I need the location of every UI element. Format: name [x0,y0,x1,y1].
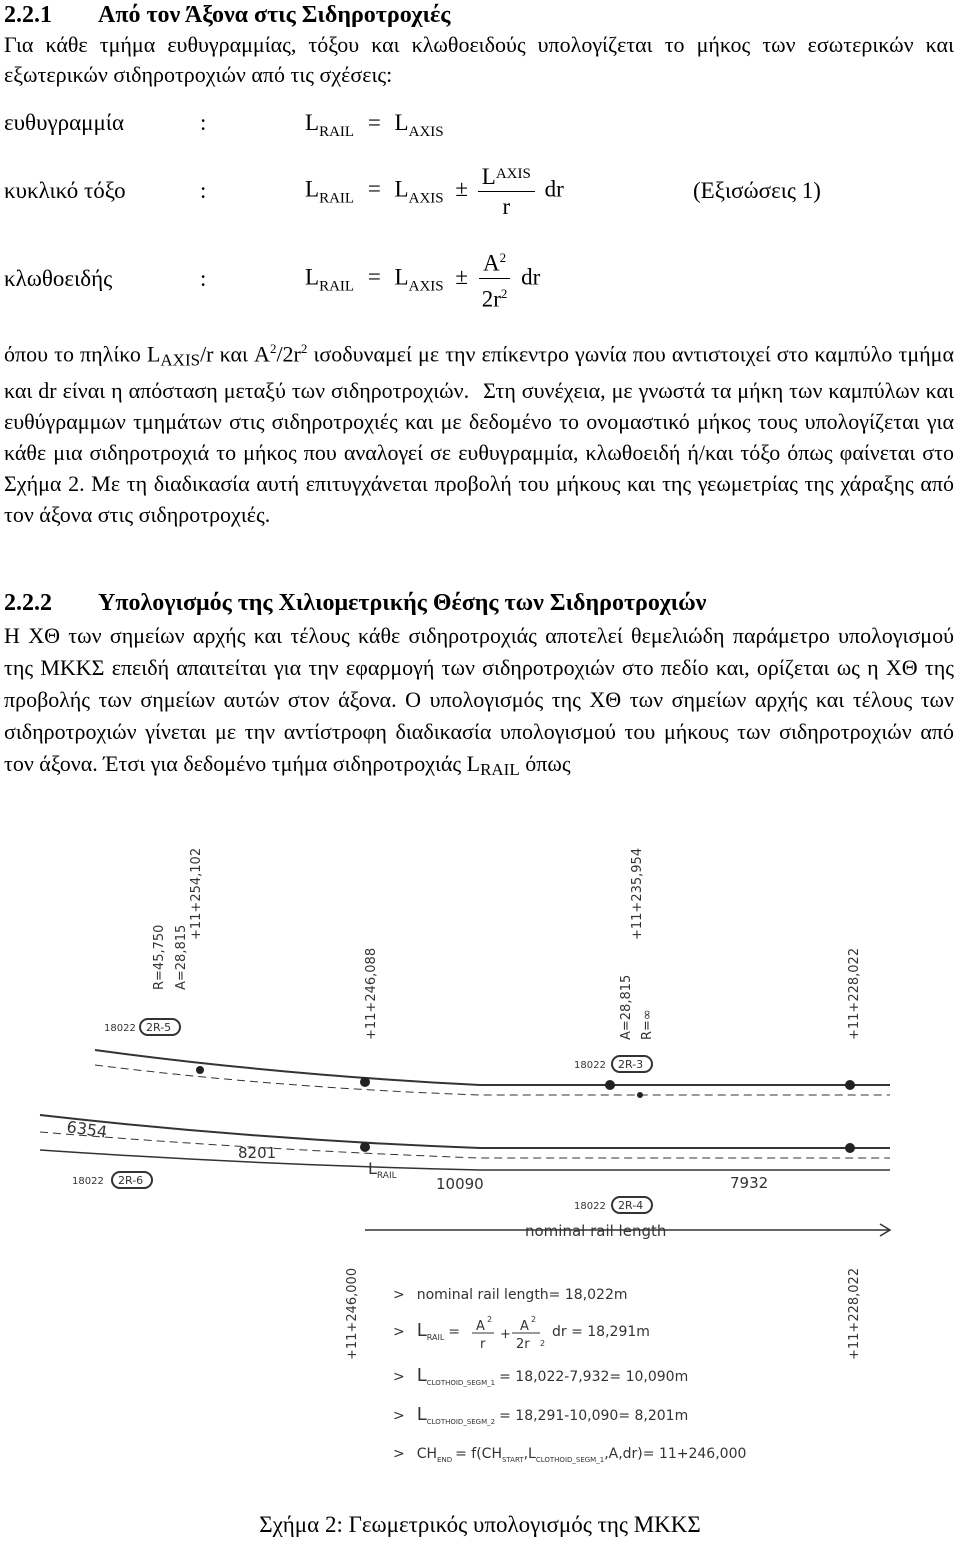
station-label: +11+254,102 [189,847,204,940]
tag-label: 2R-3 [618,1058,644,1071]
eq-colon: : [200,178,207,203]
nominal-label: nominal rail length [525,1222,667,1240]
rail-joint-marker [360,1142,370,1152]
figure-drawing [0,820,960,1500]
rail-joint-marker [196,1066,204,1074]
sup-2: 2 [499,250,507,265]
para1-a: όπου το πηλίκο L [4,341,161,367]
sym-dr: dr [544,176,564,202]
sym-L: L [394,264,409,290]
sup-2: 2 [300,341,308,356]
sub-rail: RAIL [319,124,355,140]
sym-pm: ± [455,264,468,290]
para3-body: Η ΧΘ των σημείων αρχής και τέλους κάθε σιδηροτροχιάς αποτελεί θεμελιώδη παράμετρο υπολογισμού της ΜΚΚΣ επειδή απαιτείται για την εφαρμογή των σιδηροτροχιών στο πεδίο και, ορίζεται ως η ΧΘ της προβολής των σημείων αυτών στον άξονα. Ο υπολογισμός της ΧΘ των σημείων αρχής και τέλους των σιδηροτροχιών γίνεται με την αντίστροφη διαδικασία υπολογισμού του μήκους των σιδηροτροχιών από τον άξονα. Έτσι για δεδομένο τμήμα σιδηροτροχιάς L [4,623,954,776]
eq-colon: : [200,110,207,135]
sym-L: L [305,264,320,290]
calc-line-3: > $L_{CLOTHOID\_SEGM\_1} = 18,022-7,932= 10,090m$ [393,1365,689,1387]
frac-arc [478,160,535,222]
axis-dashed-2 [40,1132,890,1158]
calc-line-4: > $L_{CLOTHOID\_SEGM\_2} = 18,291-10,090= 8,201m$ [393,1404,689,1426]
section-number: 2.2.2 [4,590,52,616]
intro-text: Για κάθε τμήμα ευθυγραμμίας, τόξου και κλωθοειδούς υπολογίζεται το μήκος των εσωτερικών και εξωτερικών σιδηροτροχιών από τις σχέσεις: [4,32,954,87]
length-label: 8201 [238,1144,277,1162]
tag-label: 2R-4 [618,1199,644,1212]
eq-line-label: ευθυγραμμία [4,110,125,135]
sym-L: L [305,110,320,135]
param-label: A=28,815 [619,974,634,1040]
rail-joint-marker [845,1143,855,1153]
para1-d: ισοδυναμεί με την επίκεντρο γωνία που αντιστοιχεί στο καμπύλο τμήμα και dr είναι η απόσταση μεταξύ των σιδηροτροχιών. [4,341,954,404]
sym-eq: = [367,176,381,202]
sym-A: A [483,250,500,276]
sym-L: L [394,110,409,135]
section-heading-2 [4,590,706,617]
axis-dashed [95,1065,890,1095]
body-paragraph-1 [4,333,954,530]
sym-L: L [394,176,409,202]
calc2-value: dr = 18,291m [552,1324,650,1340]
eq-arc-label: κυκλικό τόξο [4,178,126,203]
sup-2: 2 [500,285,508,301]
station-label: +11+228,022 [847,1267,862,1360]
tag-label: 2R-6 [118,1174,144,1187]
calc2-plus: + [500,1327,511,1342]
section-title: Υπολογισμός της Χιλιομετρικής Θέσης των Σιδηροτροχιών [98,590,707,616]
sub-rail: RAIL [319,278,355,295]
para3-sub: RAIL [480,760,520,779]
tag-number: 18022 [72,1176,104,1187]
sub-rail: RAIL [319,190,355,207]
section-title: Από τον Άξονα στις Σιδηροτροχιές [98,2,451,28]
para1-b: /r και A [200,341,270,367]
para3-text [4,620,954,786]
rail-joint-marker [605,1080,615,1090]
calc2-sq2: 2 [531,1315,537,1324]
para1-c: /2r [276,341,301,367]
calc2-sq: 2 [487,1315,493,1324]
intro-paragraph [4,30,954,90]
eq-line [305,110,444,141]
calc-line-2: > $L_{RAIL}$ = [393,1320,461,1342]
calc2-r: r [480,1337,486,1352]
rail-joint-marker [845,1080,855,1090]
sym-2r: 2r [481,286,501,312]
sub-axis: AXIS [408,124,444,140]
calc2-A2: A [520,1319,529,1334]
para1-sub: AXIS [160,350,201,370]
station-label: +11+235,954 [630,847,645,940]
calc2-sq3: 2 [540,1339,546,1348]
eq-ref: (Εξισώσεις 1) [693,178,821,203]
radius-label: R=45,750 [152,924,167,990]
para2-text: Στη συνέχεια, με γνωστά τα μήκη των καμπύλων και ευθύγραμμων τμημάτων στις σιδηροτροχιές και με δεδομένο το ονομαστικό μήκος τους υπολογίζεται για κάθε μια σιδηροτροχιά το μήκος που αναλογεί σε ευθυγραμμία, κλωθοειδή ή/και τόξο όπως φαίνεται στο Σχήμα 2. Με τη διαδικασία αυτή επιτυγχάνεται προβολή του μήκους και της γεωμετρίας της χάραξης από τον άξονα στις σιδηροτροχιές. [4,378,954,528]
frac-clothoid [478,244,512,314]
eq-colon: : [200,266,207,291]
tag-number: 18022 [574,1201,606,1212]
tag-label: 2R-5 [146,1021,172,1034]
sym-eq: = [367,264,381,290]
station-label: +11+228,022 [847,947,862,1040]
eq-arc [305,160,564,222]
sub-axis: AXIS [408,278,444,295]
sub-axis: AXIS [408,190,444,207]
rail-joint-marker [637,1092,643,1098]
tag-number: 18022 [104,1023,136,1034]
para3-end: όπως [519,751,571,776]
sym-r: r [502,194,511,219]
section-heading-1 [4,2,450,29]
rail-bottom [40,1115,890,1148]
calc2-2r: 2r [516,1337,530,1352]
eq-clothoid-label: κλωθοειδής [4,266,113,291]
calc-line-1: > nominal rail length= 18,022m [393,1287,628,1303]
section-number: 2.2.1 [4,2,52,28]
sym-eq: = [367,110,381,135]
figure-caption: Σχήμα 2: Γεωμετρικός υπολογισμός της ΜΚΚΣ [259,1512,701,1537]
tag-number: 18022 [574,1060,606,1071]
sub-axis: AXIS [495,166,531,182]
calc-line-5: > $CH_{END} = f(CH_{START},L_{CLOTHOID\_SEGM\_1},A,dr)= 11+246,000$ [393,1446,747,1464]
calc2-A: A [476,1319,485,1334]
station-label: +11+246,000 [345,1267,360,1360]
length-label: 6354 [65,1117,109,1142]
param-label: A=28,815 [174,924,189,990]
sym-dr: dr [521,264,541,290]
body-paragraph-3 [4,620,954,786]
para1-text [4,333,954,530]
sym-pm: ± [455,176,468,202]
rail-top [95,1050,890,1085]
eq-clothoid [305,244,540,314]
length-label: 7932 [730,1174,769,1192]
sym-L: L [305,176,320,202]
sup-2: 2 [269,341,277,356]
rail-lower [40,1150,890,1170]
radius-label: R=∞ [640,1009,655,1040]
length-label: 10090 [436,1175,484,1193]
rail-joint-marker [360,1077,370,1087]
lrail-label: $L_{RAIL}$ [368,1159,397,1181]
sym-L: L [481,164,496,189]
station-label: +11+246,088 [364,947,379,1040]
